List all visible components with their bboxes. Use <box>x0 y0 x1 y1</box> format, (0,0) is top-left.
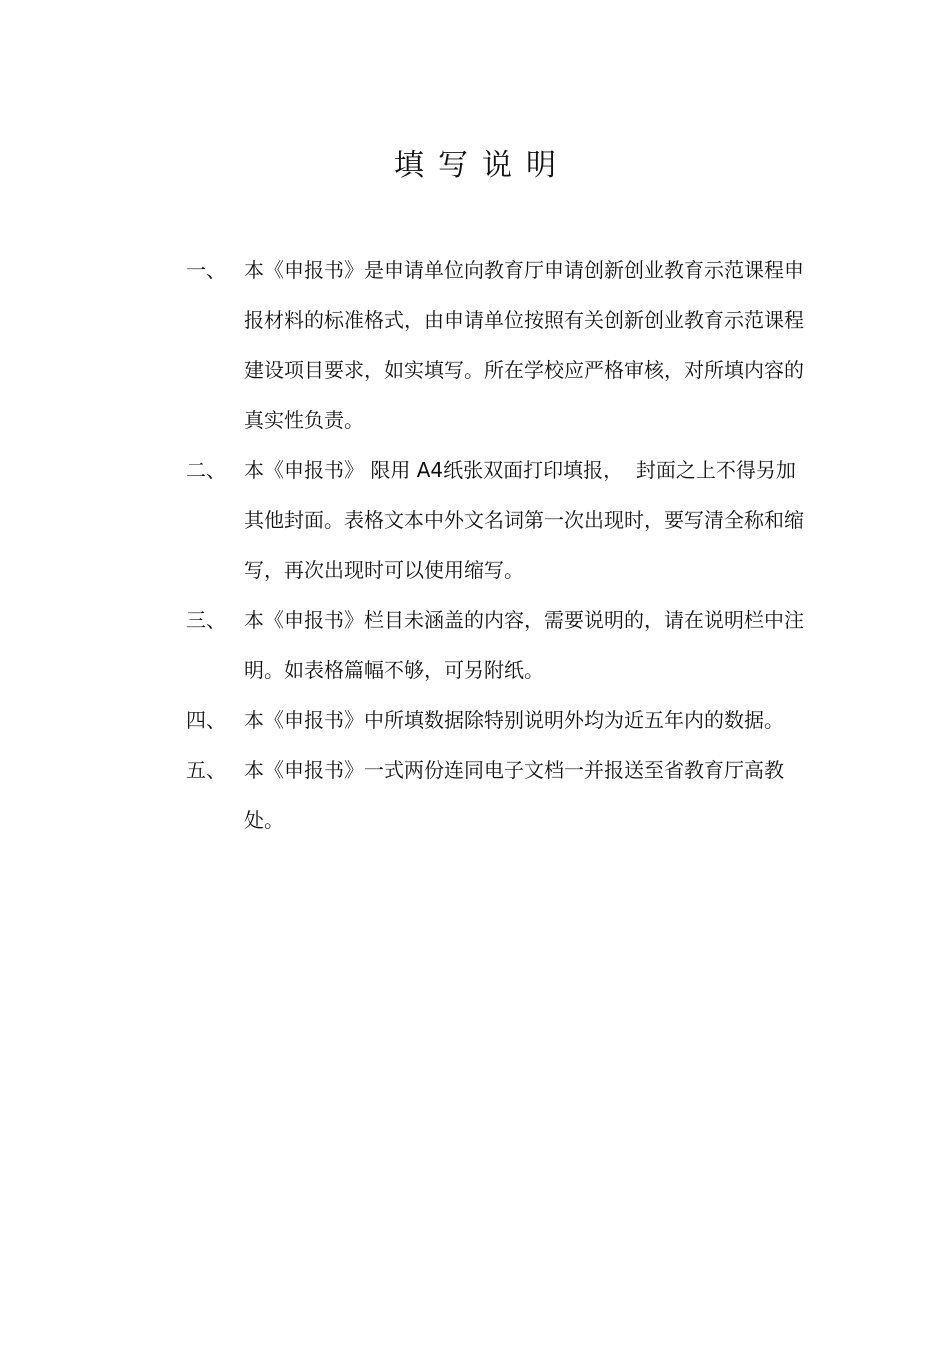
instruction-number: 一、 <box>186 258 226 282</box>
instruction-text: 本《申报书》 限用 A4纸张双面打印填报， 封面之上不得另加其他封面。表格文本中外文名词第一次出现时，要写清全称和缩写，再次出现时可以使用缩写。 <box>244 458 804 582</box>
instruction-item-3 <box>186 595 806 695</box>
instruction-number: 三、 <box>186 608 226 632</box>
instruction-text: 本《申报书》中所填数据除特别说明外均为近五年内的数据。 <box>244 708 784 732</box>
page-title: 填写说明 <box>394 148 570 183</box>
instruction-number: 二、 <box>186 458 226 482</box>
instruction-list <box>186 245 806 845</box>
instruction-item-2 <box>186 445 806 595</box>
instruction-item-4 <box>186 695 806 745</box>
instruction-text: 本《申报书》一式两份连同电子文档一并报送至省教育厅高教处。 <box>244 758 784 832</box>
instruction-number: 五、 <box>186 758 226 782</box>
instruction-text: 本《申报书》栏目未涵盖的内容，需要说明的，请在说明栏中注明。如表格篇幅不够，可另附纸。 <box>244 608 804 682</box>
instruction-item-5 <box>186 745 806 845</box>
instruction-number: 四、 <box>186 708 226 732</box>
instruction-item-1 <box>186 245 806 445</box>
instruction-text: 本《申报书》是申请单位向教育厅申请创新创业教育示范课程申报材料的标准格式，由申请单位按照有关创新创业教育示范课程建设项目要求，如实填写。所在学校应严格审核，对所填内容的真实性负责。 <box>244 258 804 432</box>
